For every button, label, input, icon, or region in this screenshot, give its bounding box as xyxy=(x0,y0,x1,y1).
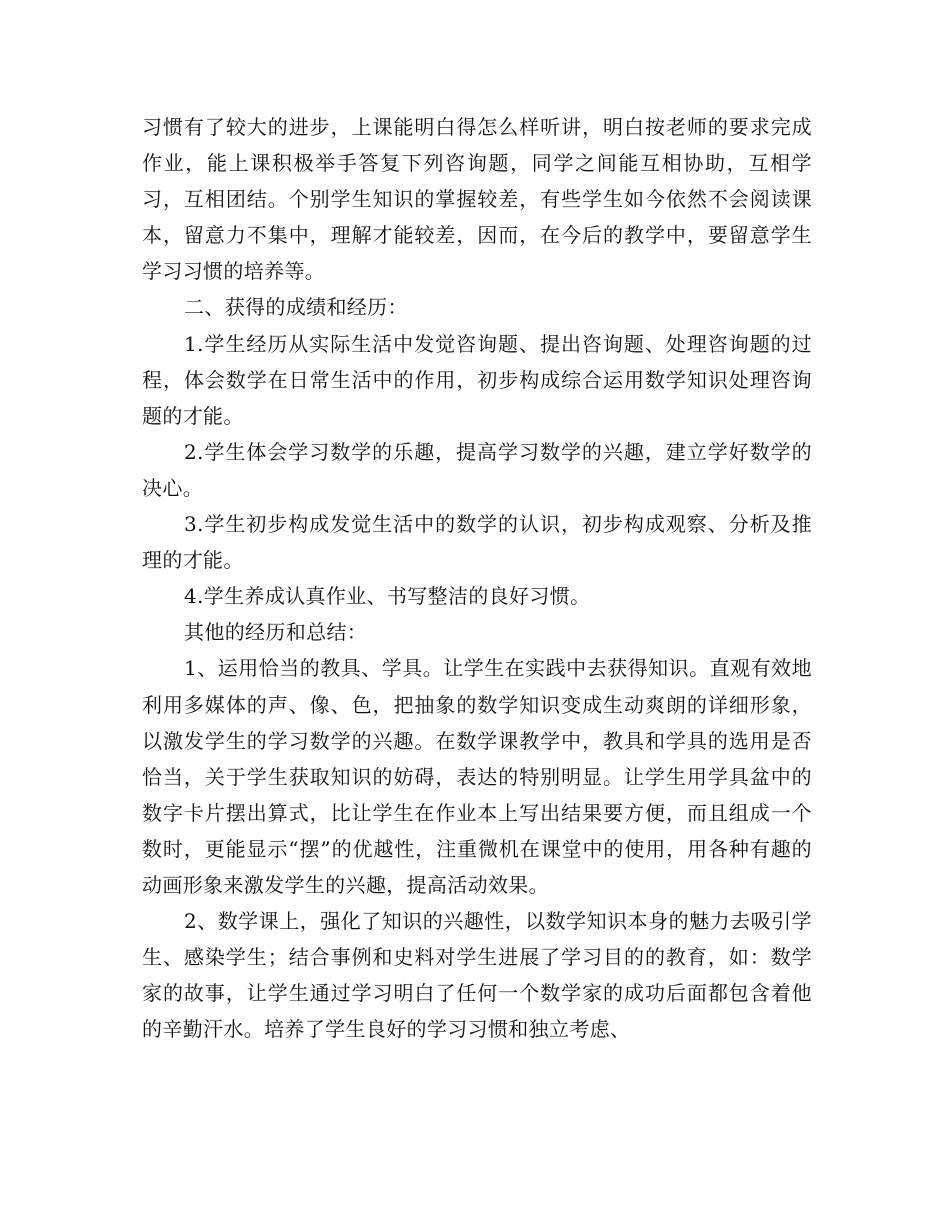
list-item-1: 1.学生经历从实际生活中发觉咨询题、提出咨询题、处理咨询题的过程，体会数学在日常生活中的作用，初步构成综合运用数学知识处理咨询题的才能。 xyxy=(142,331,812,428)
section-heading-achievements: 二、获得的成绩和经历： xyxy=(184,295,408,320)
paragraph-study-habits: 习惯有了较大的进步，上课能明白得怎么样听讲，明白按老师的要求完成作业，能上课积极举手答复下列咨询题，同学之间能互相协助，互相学习，互相团结。个别学生知识的掌握较差，有些学生如今依然不会阅读课本，留意力不集中，理解才能较差，因而，在今后的教学中，要留意学生学习习惯的培养等。 xyxy=(142,115,812,284)
paragraph-teaching-aids: 1、运用恰当的教具、学具。让学生在实践中去获得知识。直观有效地利用多媒体的声、像、色，把抽象的数学知识变成生动爽朗的详细形象，以激发学生的学习数学的兴趣。在数学课教学中，教具和学具的选用是否恰当，关于学生获取知识的妨碍，表达的特别明显。让学生用学具盆中的数字卡片摆出算式，比让学生在作业本上写出结果要方便，而且组成一个数时，更能显示“摆”的优越性，注重微机在课堂中的使用，用各种有趣的动画形象来激发学生的兴趣，提高活动效果。 xyxy=(142,656,812,897)
list-item-4: 4.学生养成认真作业、书写整洁的良好习惯。 xyxy=(184,584,591,609)
document-page xyxy=(142,109,812,1047)
list-item-2: 2.学生体会学习数学的乐趣，提高学习数学的兴趣，建立学好数学的决心。 xyxy=(142,439,812,500)
section-heading-other-experience: 其他的经历和总结： xyxy=(184,620,368,645)
list-item-3: 3.学生初步构成发觉生活中的数学的认识，初步构成观察、分析及推理的才能。 xyxy=(142,512,812,573)
paragraph-math-interest: 2、数学课上，强化了知识的兴趣性，以数学知识本身的魅力去吸引学生、感染学生；结合事例和史料对学生进展了学习目的的教育，如：数学家的故事，让学生通过学习明白了任何一个数学家的成功后面都包含着他的辛勤汗水。培养了学生良好的学习习惯和独立考虑、 xyxy=(142,909,812,1042)
